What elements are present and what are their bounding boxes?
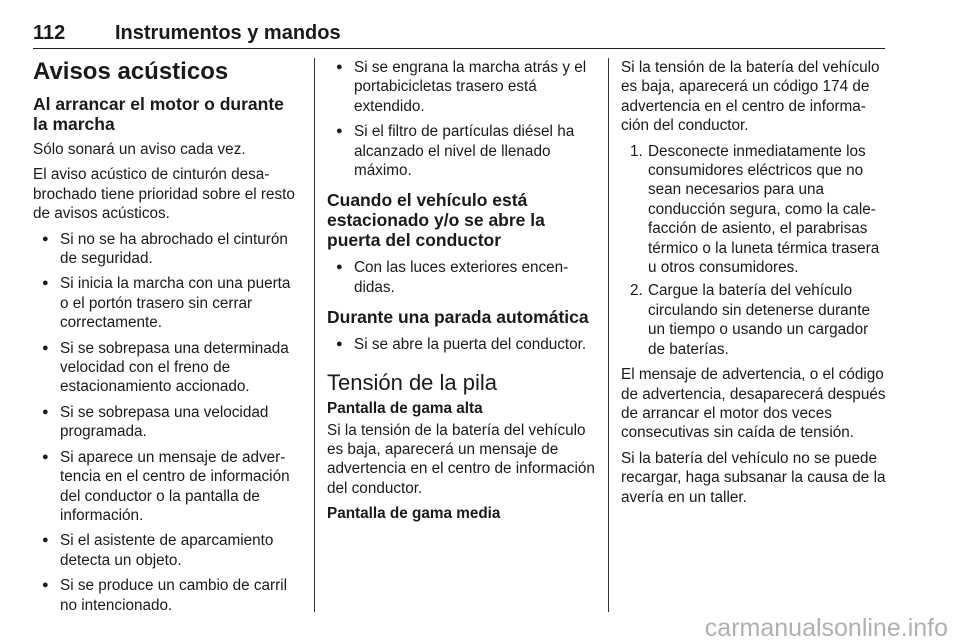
- bullet-list: [327, 58, 595, 180]
- step-text: Desconecte inmediatamente los consumidores eléctricos que no sean necesarios para una conducción segura, como la calefacción de asiento, el parabrisas térmico o la luneta térmica trasera u otros consumidores.: [648, 142, 880, 277]
- list-item: ● Si no se ha abrochado el cinturón de seguridad.: [33, 230, 301, 269]
- list-item: [621, 142, 887, 278]
- page-number: 112: [33, 22, 66, 44]
- subheading: Pantalla de gama media: [327, 505, 501, 523]
- list-item: ● Si el filtro de partículas diésel ha alcanzado el nivel de llenado máximo.: [327, 122, 595, 180]
- page-header: [33, 22, 885, 49]
- paragraph: Sólo sonará un aviso cada vez.: [33, 141, 246, 158]
- list-item: [621, 281, 887, 359]
- list-item: ● Si se sobrepasa una determinada velocidad con el freno de estacionamiento accionado.: [33, 339, 301, 397]
- paragraph: El aviso acústico de cinturón desabrochado tiene prioridad sobre el resto de avisos acústicos.: [33, 166, 295, 223]
- column-divider-right: [608, 58, 609, 612]
- list-item: ● Si inicia la marcha con una puerta o el portón trasero sin cerrar correctamente.: [33, 274, 301, 332]
- section-title: Tensión de la pila: [327, 369, 498, 395]
- column-middle: [327, 58, 595, 526]
- section-title: Avisos acústicos: [33, 58, 229, 85]
- step-text: Cargue la batería del vehículo circulando sin detenerse durante un tiempo o usando un cargador de baterías.: [648, 282, 870, 358]
- numbered-list: [621, 142, 887, 359]
- list-item: ● Si se produce un cambio de carril no intencionado.: [33, 576, 301, 615]
- column-right: [621, 58, 887, 513]
- subsection-title: Al arrancar el motor o durante la marcha: [33, 94, 284, 134]
- list-item: ● Si aparece un mensaje de advertencia en el centro de información del conductor o la pantalla de información.: [33, 448, 301, 526]
- subsection-title: Durante una parada automática: [327, 307, 589, 328]
- paragraph: Si la batería del vehículo no se puede recargar, haga subsanar la causa de la avería en un taller.: [621, 449, 886, 506]
- list-item: ● Con las luces exteriores encendidas.: [327, 258, 595, 297]
- bullet-list: [33, 230, 301, 615]
- step-number: 1.: [630, 142, 643, 160]
- column-divider-left: [314, 58, 315, 612]
- subsection-title: Cuando el vehículo está estacionado y/o se abre la puerta del conductor: [327, 190, 545, 251]
- list-item: ● Si el asistente de aparcamiento detecta un objeto.: [33, 531, 301, 570]
- column-left: [33, 58, 301, 625]
- list-item: ● Si se sobrepasa una velocidad programada.: [33, 403, 301, 442]
- paragraph: Si la tensión de la batería del vehículo es baja, aparecerá un código 174 de advertencia en el centro de información del conductor.: [621, 59, 880, 135]
- watermark: carmanualsonline.info: [704, 614, 948, 642]
- bullet-list: [327, 258, 595, 297]
- list-item: ● Si se engrana la marcha atrás y el portabicicletas trasero está extendido.: [327, 58, 595, 116]
- step-number: 2.: [630, 282, 643, 300]
- list-item: ● Si se abre la puerta del conductor.: [327, 335, 595, 354]
- paragraph: Si la tensión de la batería del vehículo es baja, aparecerá un mensaje de advertencia en el centro de información del conductor.: [327, 421, 595, 497]
- paragraph: El mensaje de advertencia, o el código de advertencia, desaparecerá después de arrancar el motor dos veces consecutivas sin caída de tensión.: [621, 366, 886, 442]
- chapter-title: Instrumentos y mandos: [115, 22, 341, 44]
- subheading: Pantalla de gama alta: [327, 399, 483, 417]
- bullet-list: [327, 335, 595, 354]
